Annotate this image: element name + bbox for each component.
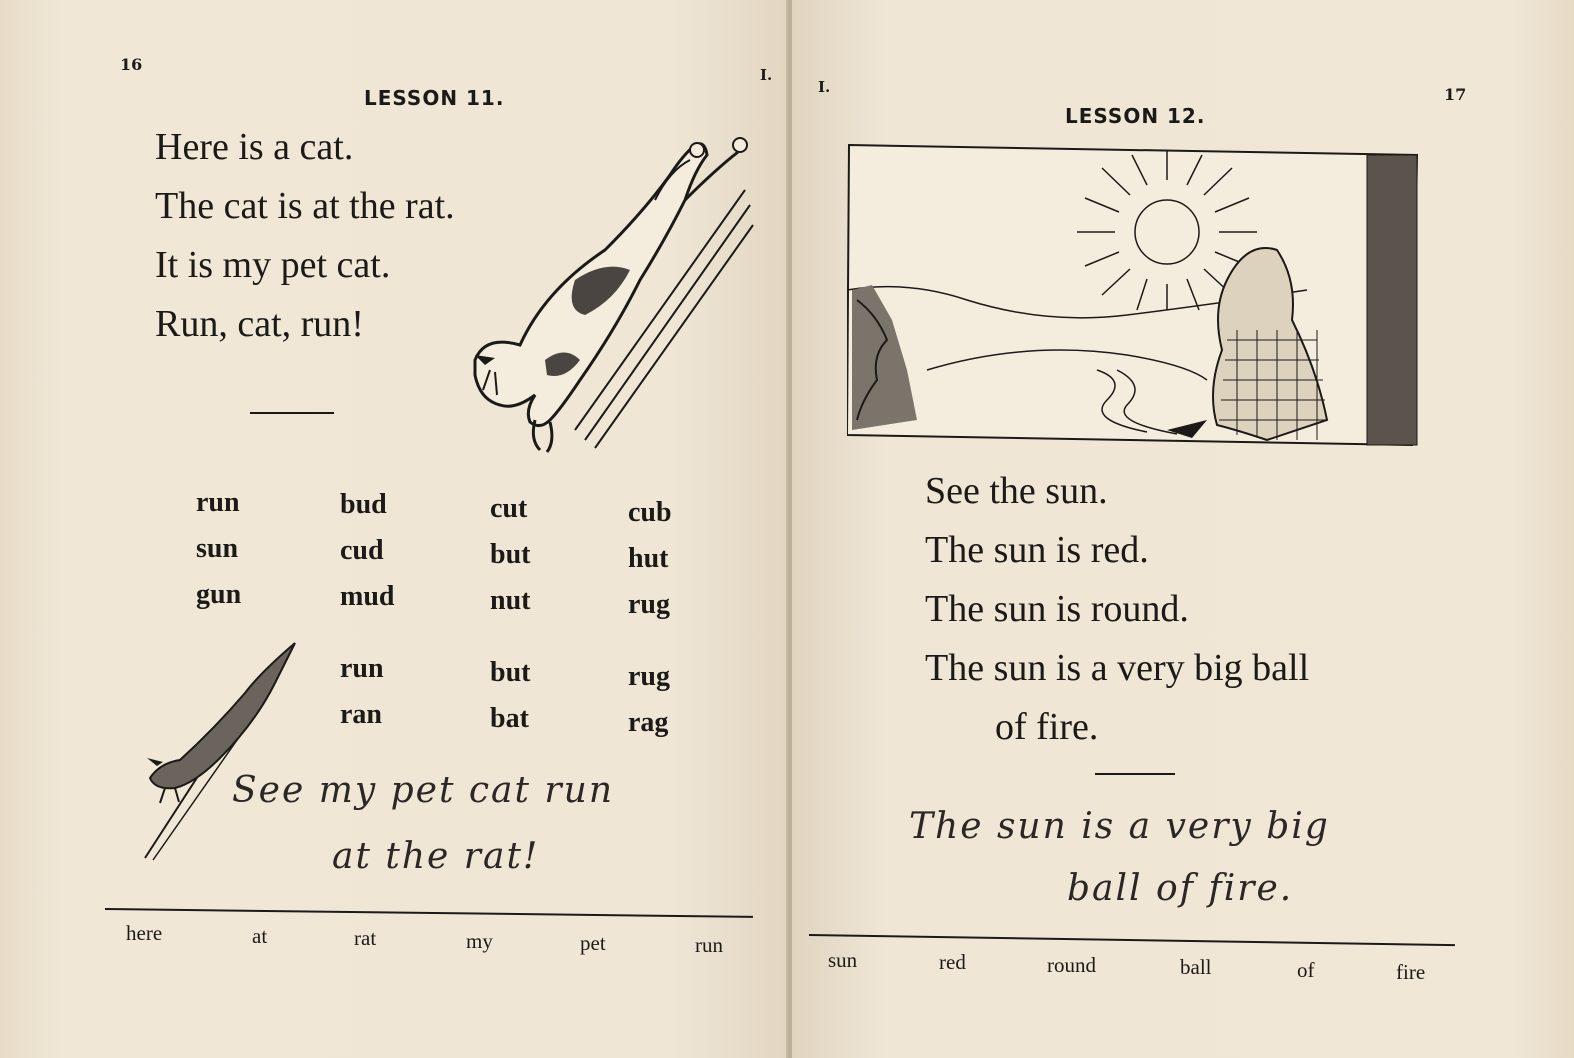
vocab-word: round — [1047, 953, 1096, 977]
word: mud — [340, 581, 395, 612]
word: ran — [340, 699, 382, 730]
vocab-word: of — [1297, 958, 1315, 982]
word: run — [196, 487, 240, 518]
reading-line: Run, cat, run! — [155, 303, 364, 345]
reading-line: The sun is a very big ball — [925, 647, 1310, 689]
margin-mark: I. — [818, 78, 831, 96]
vocab-word: my — [466, 929, 493, 953]
word: nut — [490, 585, 531, 616]
vocab-word: ball — [1180, 955, 1212, 979]
vocab-word: pet — [580, 931, 606, 955]
cursive-line: ball of fire. — [1067, 868, 1294, 909]
word-column — [340, 482, 394, 738]
page-number: 16 — [120, 55, 143, 74]
word: gun — [196, 579, 242, 610]
reading-line: The sun is round. — [925, 588, 1189, 630]
reading-line: The sun is red. — [925, 529, 1149, 571]
word: cub — [628, 497, 672, 528]
word: rug — [628, 589, 670, 620]
word: rug — [628, 661, 670, 692]
vocab-word: fire — [1396, 960, 1426, 984]
right-page — [792, 0, 1574, 1058]
cursive-line: at the rat! — [332, 836, 540, 877]
word-column — [490, 486, 530, 742]
reading-line: See the sun. — [925, 470, 1108, 512]
word: but — [490, 657, 531, 688]
section-divider — [1095, 773, 1175, 775]
vocab-rule — [809, 934, 1455, 946]
vocab-rule — [105, 908, 753, 918]
vocab-word: red — [939, 950, 966, 974]
word-column — [196, 480, 241, 618]
reading-passage — [925, 462, 1309, 757]
margin-mark: I. — [760, 66, 773, 84]
reading-passage — [155, 118, 455, 354]
word: rag — [628, 707, 669, 738]
word: cut — [490, 493, 528, 524]
word-column — [628, 490, 672, 746]
word: sun — [196, 533, 239, 564]
vocab-word: run — [695, 933, 723, 957]
page-number: 17 — [1444, 85, 1467, 104]
word: bat — [490, 703, 529, 734]
lesson-title: LESSON 12. — [1065, 104, 1206, 128]
vocab-word: sun — [828, 948, 858, 972]
word: bud — [340, 489, 387, 520]
word: but — [490, 539, 531, 570]
sunrise-girl-illustration — [847, 140, 1427, 465]
leaping-cat-illustration — [455, 130, 755, 465]
reading-line: of fire. — [995, 706, 1099, 748]
vocab-word: at — [252, 924, 268, 948]
cursive-line: The sun is a very big — [909, 806, 1330, 847]
section-divider — [250, 412, 334, 414]
lesson-title: LESSON 11. — [364, 86, 505, 110]
cursive-line: See my pet cat run — [232, 770, 615, 811]
reading-line: It is my pet cat. — [155, 244, 391, 286]
small-cat-illustration — [135, 638, 305, 863]
word: run — [340, 653, 384, 684]
reading-line: Here is a cat. — [155, 126, 354, 168]
vocab-word: rat — [354, 926, 377, 950]
vocab-word: here — [126, 921, 163, 945]
reading-line: The cat is at the rat. — [155, 185, 455, 227]
word: hut — [628, 543, 669, 574]
word: cud — [340, 535, 384, 566]
